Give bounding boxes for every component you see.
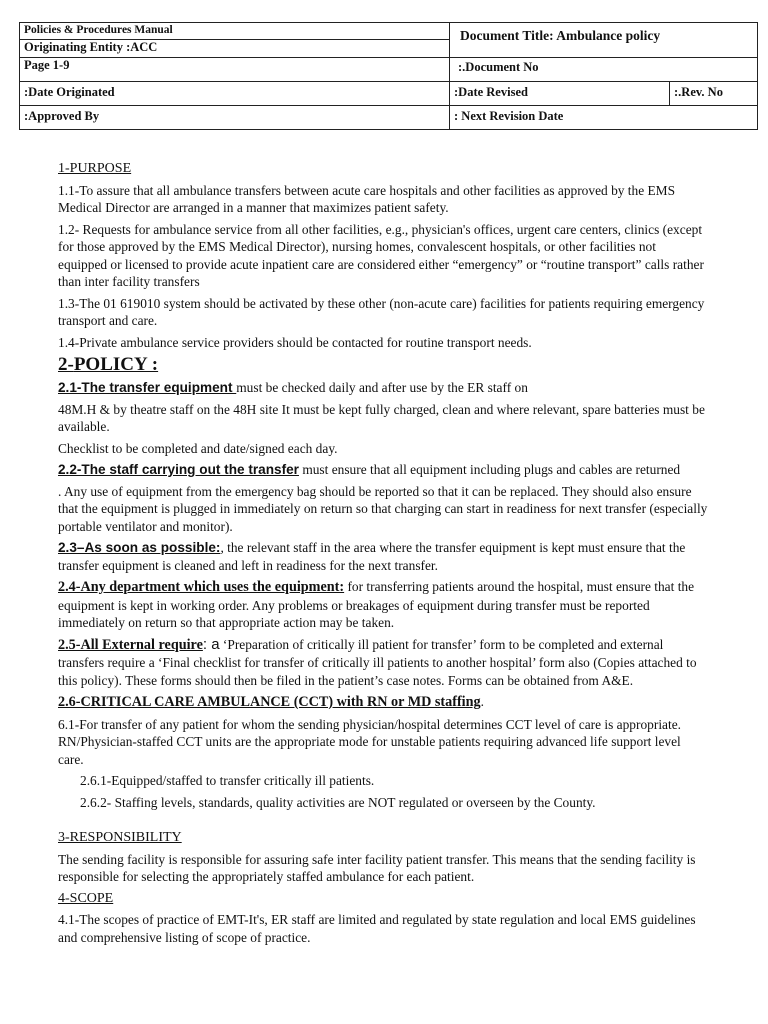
policy-2-2 [58, 461, 708, 479]
purpose-1-4: 1.4-Private ambulance service providers should be contacted for routine transport needs. [58, 334, 532, 350]
document-no: :.Document No [450, 58, 758, 82]
date-originated: :Date Originated [20, 82, 450, 106]
policy-2-2-text: must ensure that all equipment including plugs and cables are returned [298, 462, 681, 477]
document-body [58, 160, 708, 950]
policy-2-5-text: ‘Preparation of critically ill patient for transfer’ form to be completed and external transfers require a ‘Final checklist for transfer of critically ill patients to another hospital’ form also (Copies attached to this policy). These forms should then be filed in the patient’s case notes. Forms can be obtained from A&E. [58, 636, 697, 688]
policy-2-1-checklist: Checklist to be completed and date/signed each day. [58, 440, 338, 456]
manual-name: Policies & Procedures Manual [20, 23, 450, 40]
policy-2-1 [58, 379, 708, 397]
originating-entity: Originating Entity :ACC [20, 40, 450, 58]
policy-2-4-text: for transferring patients around the hospital, must ensure that the equipment is kept in working order. Any problems or breakages of equipment during transfer must be reported immediately on return so that appropriate action may be taken. [58, 579, 695, 630]
policy-2-1-lead: 2.1-The transfer equipment [58, 380, 237, 395]
policy-2-1-text: must be checked daily and after use by the ER staff on [236, 380, 528, 395]
header-table [19, 22, 758, 130]
policy-2-6 [58, 693, 708, 712]
date-revised: :Date Revised [450, 82, 670, 106]
policy-2-4 [58, 578, 708, 632]
policy-heading [58, 355, 708, 375]
purpose-1-1: 1.1-To assure that all ambulance transfers between acute care hospitals and other facilities as approved by the EMS Medical Director are arranged in a manner that maximizes patient safety. [58, 182, 676, 215]
policy-2-5-colon: : a [202, 635, 220, 653]
policy-2-4-lead: 2.4-Any department which uses the equipment: [58, 579, 345, 595]
policy-6-1: 6.1-For transfer of any patient for whom the sending physician/hospital determines CCT level of care is appropriate. RN/Physician-staffed CCT units are the appropriate mode for unstable patients requiring advanced life support level care. [58, 716, 681, 767]
section-gap [58, 815, 708, 829]
policy-2-3 [58, 539, 708, 574]
scope-heading: 4-SCOPE [58, 890, 114, 906]
responsibility-text: The sending facility is responsible for assuring safe inter facility patient transfer. This means that the sending facility is responsible for selecting the appropriately staffed ambulance for each patient. [58, 851, 696, 884]
approved-by: :Approved By [20, 106, 450, 130]
policy-2-6-1: 2.6.1-Equipped/staffed to transfer critically ill patients. [80, 773, 375, 788]
rev-no: :.Rev. No [670, 82, 758, 106]
page-number: Page 1-9 [20, 58, 450, 82]
purpose-heading: 1-PURPOSE [58, 161, 132, 176]
document-title-cell [450, 23, 758, 58]
policy-2-2-detail: . Any use of equipment from the emergency bag should be reported so that it can be replaced. They should also ensure that the equipment is plugged in immediately on return so that charging can start in readiness for next transfer (especially portable ventilator and monitor). [58, 483, 708, 534]
policy-2-3-text: , the relevant staff in the area where the transfer equipment is kept must ensure that the transfer equipment is cleaned and left in readiness for the next transfer. [58, 540, 686, 573]
policy-2-5 [58, 636, 708, 690]
policy-2-6-lead: 2.6-CRITICAL CARE AMBULANCE (CCT) with RN or MD staffing [58, 694, 481, 710]
policy-2-6-dot: . [480, 694, 484, 709]
purpose-1-2: 1.2- Requests for ambulance service from all other facilities, e.g., physician's offices, urgent care centers, clinics (except for those approved by the EMS Medical Director), nursing homes, convalescent hospitals, or other facilities not equipped or licensed to provide acute inpatient care are considered either “emergency” or “routine transport” calls rather than inter facility transfers [58, 221, 704, 289]
policy-heading-number: 2- [58, 354, 74, 375]
policy-2-5-lead: 2.5-All External require [58, 636, 203, 653]
policy-2-6-2: 2.6.2- Staffing levels, standards, quality activities are NOT regulated or overseen by the County. [80, 794, 596, 810]
policy-2-3-lead: 2.3–As soon as possible: [58, 540, 221, 555]
responsibility-heading: 3-RESPONSIBILITY [58, 830, 182, 845]
policy-2-1-detail: 48M.H & by theatre staff on the 48H site It must be kept fully charged, clean and where relevant, spare batteries must be available. [58, 401, 705, 434]
next-revision-date: : Next Revision Date [450, 106, 758, 130]
policy-2-2-lead: 2.2-The staff carrying out the transfer [58, 462, 299, 477]
scope-text: 4.1-The scopes of practice of EMT-It's, ER staff are limited and regulated by state regulation and local EMS guidelines and comprehensive listing of scope of practice. [58, 912, 696, 945]
document-title: Document Title: Ambulance policy [460, 28, 661, 43]
purpose-1-3: 1.3-The 01 619010 system should be activated by these other (non-acute care) facilities for patients requiring emergency transport and care. [58, 295, 705, 328]
policy-heading-text: POLICY : [73, 354, 159, 375]
